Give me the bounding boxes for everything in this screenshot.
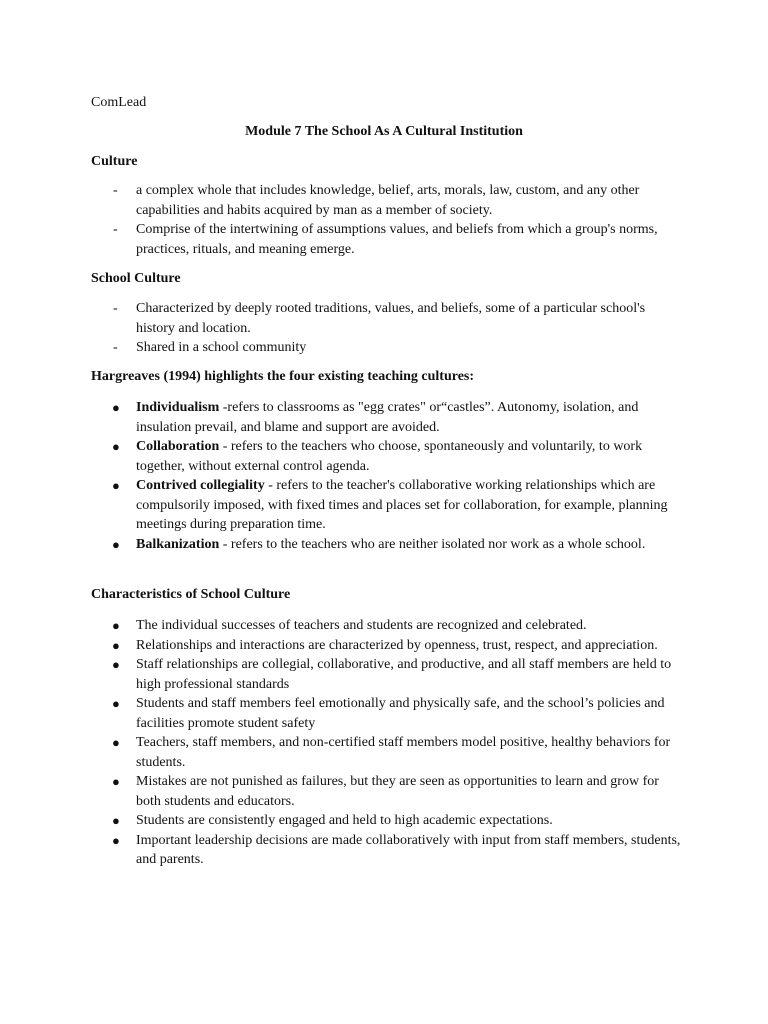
term: Individualism (136, 400, 220, 415)
culture-list (91, 181, 681, 259)
dash-marker: - (113, 301, 118, 316)
list-item: ● Staff relationships are collegial, collaborative, and productive, and all staff members are held to high professional standards (112, 657, 672, 692)
bullet-marker: ● (112, 696, 120, 711)
bullet-marker: ● (112, 439, 120, 454)
bullet-marker: ● (112, 774, 120, 789)
bullet-marker: ● (112, 637, 120, 653)
list-item: ● Teachers, staff members, and non-certified staff members model positive, healthy behaviors for students. (112, 735, 671, 770)
bullet-marker: ● (112, 813, 120, 828)
bullet-marker: ● (112, 618, 120, 633)
section-heading-culture: Culture (91, 154, 138, 169)
list-item: ● Mistakes are not punished as failures, but they are seen as opportunities to learn and grow for both students and educators. (112, 774, 659, 809)
dash-marker: - (113, 183, 118, 198)
list-item: ● Balkanization - refers to the teachers who are neither isolated nor work as a whole school. (91, 535, 681, 555)
bullet-marker: ● (112, 735, 120, 750)
bullet-marker: ● (112, 478, 120, 493)
page-title: Module 7 The School As A Cultural Institution (245, 124, 523, 139)
list-item: ● Individualism -refers to classrooms as "egg crates" or“castles”. Autonomy, isolation, and insulation prevail, and blame and support are avoided. (112, 400, 639, 435)
list-item: ● Students and staff members feel emotionally and physically safe, and the school’s policies and facilities promote student safety (112, 696, 665, 731)
list-item: - a complex whole that includes knowledge, belief, arts, morals, law, custom, and any other capabilities and habits acquired by man as a member of society. (113, 183, 640, 218)
list-item: ● Contrived collegiality - refers to the teacher's collaborative working relationships which are compulsorily imposed, with fixed times and places set for collaboration, for example, planning meetings during preparation time. (112, 478, 668, 532)
list-item: - Characterized by deeply rooted traditions, values, and beliefs, some of a particular school's history and location. (113, 301, 646, 336)
bullet-marker: ● (112, 536, 120, 552)
list-item: - Shared in a school community (91, 338, 681, 358)
teaching-cultures-list (91, 398, 681, 554)
bullet-marker: ● (112, 657, 120, 672)
list-item: ● Collaboration - refers to the teachers who choose, spontaneously and voluntarily, to work together, without external control agenda. (112, 439, 643, 474)
bullet-marker: ● (112, 832, 120, 848)
term: Balkanization (136, 536, 220, 552)
bullet-marker: ● (112, 400, 120, 415)
characteristics-list (91, 616, 681, 870)
term: Contrived collegiality (136, 478, 265, 493)
term: Collaboration (136, 439, 220, 454)
school-culture-list (91, 299, 681, 358)
list-item: ● Important leadership decisions are made collaboratively with input from staff members, students, and parents. (112, 832, 681, 867)
list-item: ● The individual successes of teachers and students are recognized and celebrated. (91, 616, 681, 636)
dash-marker: - (113, 340, 118, 355)
section-heading-hargreaves: Hargreaves (1994) highlights the four existing teaching cultures: (91, 369, 475, 384)
section-heading-school-culture: School Culture (91, 271, 181, 286)
list-item: ● Relationships and interactions are characterized by openness, trust, respect, and appreciation. (91, 636, 681, 656)
list-item: ● Students are consistently engaged and held to high academic expectations. (91, 811, 681, 831)
section-heading-characteristics: Characteristics of School Culture (91, 587, 291, 602)
list-item: - Comprise of the intertwining of assumptions values, and beliefs from which a group's norms, practices, rituals, and meaning emerge. (113, 222, 658, 257)
dash-marker: - (113, 222, 118, 237)
course-label: ComLead (91, 95, 147, 110)
